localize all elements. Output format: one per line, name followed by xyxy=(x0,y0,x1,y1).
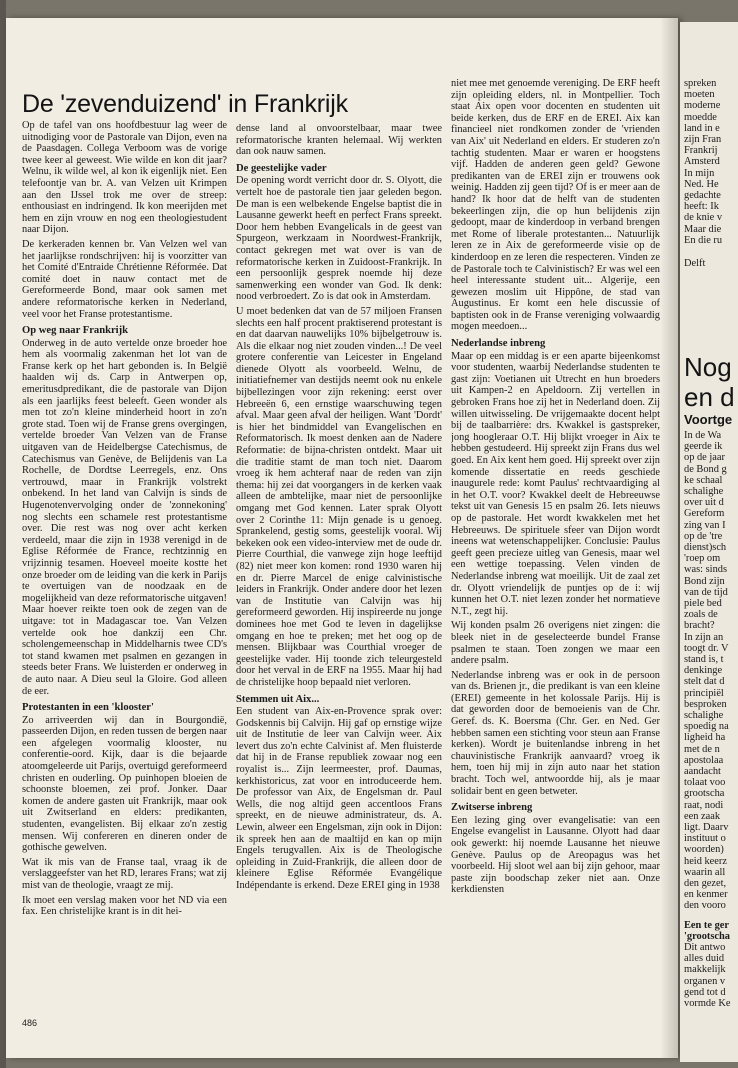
facing-text-line: den vooro xyxy=(684,900,726,912)
facing-text-line: Frankrij xyxy=(684,145,718,157)
facing-text-line: In zijn an xyxy=(684,631,724,643)
facing-page xyxy=(680,22,738,1062)
facing-text-line: In mijn xyxy=(684,167,715,179)
facing-headline xyxy=(684,352,735,412)
facing-text-line: alles duid xyxy=(684,953,725,965)
facing-text-line: over uit d xyxy=(684,497,724,509)
article-paragraph: Wat ik mis van de Franse taal, vraag ik de verslaggeefster van het RD, lerares Frans; wat zij mist van de theologie, vraagt ze mij. xyxy=(22,856,227,891)
facing-text-line: besproken xyxy=(684,698,727,710)
facing-subhead-line: 'grootscha xyxy=(684,930,730,942)
page-number: 486 xyxy=(22,1018,38,1028)
section-heading: Protestanten in een 'klooster' xyxy=(22,702,154,714)
page-gutter-shadow xyxy=(660,18,678,1058)
facing-text-line: denkinge xyxy=(684,665,723,677)
article-paragraph: Zo arriveerden wij dan in Bourgondië, passeerden Dijon, en reden tussen de bergen naar een afgelegen voormalig klooster, nu conferentie-oord. Kijk, daar is die bejaarde atoomgeleerde uit Parijs, overtuigd gereformeerd christen en ouderling. Op puinhopen bloeien de schoonste bloemen, zei prof. Jonker. Daar komen de andere gasten uit Frankrijk, maar ook uit Zwitserland en elders: predikanten, studenten, evangelisten. Bij elkaar zo'n zestig mensen. Wij confereren en dineren onder de gothische gewelven. xyxy=(22,714,227,854)
facing-text-line: land in e xyxy=(684,122,720,134)
article-paragraph: dense land al onvoorstelbaar, maar twee reformatorische kranten helemaal. Wij werkten dan ook nauw samen. xyxy=(236,123,442,158)
facing-text-line: zoals de xyxy=(684,609,718,621)
article-paragraph: De opening wordt verricht door dr. S. Olyott, die vertelt hoe de pastorale tien jaar geleden begon. De man is een welbekende Engelse baptist die in Lausanne gewerkt heeft en perfect Frans spreekt. Door hem hebben Evangelicals in de geest van Spurgeon, werkzaam in Noordwest-Frankrijk, contact gekregen met wat over is van de reformatorische kerken in Zuidoost-Frankrijk. In een persoonlijk gesprek noemde hij deze samenwerking een wonder van God. Ik denk: nood verbroedert. Zo is dat ook in Amsterdam. xyxy=(236,175,442,303)
facing-text-line: heeft: Ik xyxy=(684,201,719,213)
article-title: De 'zevenduizend' in Frankrijk xyxy=(22,90,348,118)
facing-text-line: apostolaa xyxy=(684,754,724,766)
article-column-3 xyxy=(451,78,660,988)
facing-text-line: schalighe xyxy=(684,710,724,721)
facing-text-line: spoedig na xyxy=(684,721,729,733)
facing-text-line: instituut o xyxy=(684,833,726,845)
article-paragraph: Een student van Aix-en-Provence sprak over: Godskennis bij Calvijn. Hij gaf op ernstige wijze uit de Institutie de leer van Calvijn weer. Aix levert dus zo'n echte Calvinist af. Men fluisterde dat hij in de Franse republiek zowaar nog een royalist is... Zijn leermeester, prof. Daumas, kerkhistoricus, zat voor en introduceerde hem. De professor van Aix, de Engelsman dr. Paul Wells, die nog altijd geen accentloos Frans spreekt, en de nieuwe administrateur, ds. A. Lewin, alweer een Engelsman, zijn ook in Dijon: ik spreek hen aan de maaltijd en kan op mijn Engels terugvallen. Aix is de Theologische opleiding in Zuid-Frankrijk, die alleen door de kleinere Eglise Réformée Evangélique Indépendante is erkend. Deze EREI ging in 1938 xyxy=(236,706,442,891)
facing-text-line: organen v xyxy=(684,975,726,987)
facing-text-line: Ned. He xyxy=(684,178,719,190)
facing-text-line: de knie v xyxy=(684,212,723,224)
facing-text-line: En die ru xyxy=(684,234,723,246)
facing-text-line: ke schaal xyxy=(684,474,723,486)
facing-text-line: op de jaar xyxy=(684,452,725,464)
section-heading: Stemmen uit Aix... xyxy=(236,693,320,705)
facing-text-line: stelt dat d xyxy=(684,676,725,688)
facing-text-line: toogt dr. V xyxy=(684,642,729,654)
facing-subhead-line: Een te ger xyxy=(684,919,730,931)
section-heading: Op weg naar Frankrijk xyxy=(22,325,129,337)
facing-text-line: In de Wa xyxy=(684,430,722,441)
facing-text-line: geerde ik xyxy=(684,441,723,453)
section-heading: Zwitserse inbreng xyxy=(451,802,533,814)
facing-text-line: principiël xyxy=(684,687,724,699)
facing-text-line: ligt. Daarv xyxy=(684,822,729,833)
article-paragraph: U moet bedenken dat van de 57 miljoen Fransen slechts een half procent praktiserend protestant is en dat daarvan nauwelijks 10% bijbelgetrouw is. Als die elkaar nog niet zouden vinden...! De veel grotere conferentie van Leicester in Engeland dienede Olyott als voorbeeld. Welnu, de initiatiefnemer van destijds neemt ook nu enkele bijbellezingen voor zijn rekening: eerst over Hebreeën 6, een ernstige waarschuwing tegen afval. Maar geen afval der heiligen. Want 'Dordt' is hier het bindmiddel van Evangelischen en Reformatorisch. Ik moest denken aan de Nadere Reformatie: de bijna-christen ontdekt. Maar uit die traditie stamt de man toch niet. Daarom vroeg ik hem achteraf naar de reden van zijn thema: hij zei dat voorgangers in de kerken vaak alleen de ambtelijke, maar niet de persoonlijke omgang met God kennen. Later sprak Olyott over 2 Corinthe 11: Mijn genade is u genoeg. Sprankelend, gestig soms, geestelijk vooral. Wij bekeken ook een video-interview met de oude dr. Pierre Courthial, die vanwege zijn hoge leeftijd (82) niet meer kon komen: rond 1930 waren hij en dr. Pierre Marcel de enige calvinistische leiders in Frankrijk. Onder andere door het lezen van de Institutie van Calvijn was hij gereformeerd geworden. Hij inspireerde nu jonge dominees hoe met God te leven in dagelijkse omgang en hoe te preken; met het oog op de mensen. Blijkbaar was Courthial vroeger de geestelijke vader. Hij toonde zich teleurgesteld door het verval in de ERF na 1955. Maar hij had de christelijke hoop bepaald niet verloren. xyxy=(236,305,442,688)
section-heading: De geestelijke vader xyxy=(236,162,327,174)
article-paragraph: Nederlandse inbreng was er ook in de persoon van ds. Brienen jr., die predikant is van een kleine (EREI) gemeente in het kolossale Parijs. Hij is dat geworden door de bemoeienis van de Chr. Geref. ds. K. Boersma (Chr. Ger. en Ned. Ger hebben samen een stichting voor steun aan Franse kerken). Wordt je buitenlandse inbreng in het chauvinistische Frankrijk aanvaard? vroeg ik hem, toen hij mij in zijn auto naar het station bracht. Toch wel, antwoordde hij, als je maar solidair bent en geen betweter. xyxy=(451,669,660,797)
facing-text-line: vormde Ke xyxy=(684,998,731,1009)
facing-text-line: woorden) xyxy=(684,844,724,856)
facing-text-line: ligheid ha xyxy=(684,732,726,744)
facing-text-line: tolaat voo xyxy=(684,777,726,789)
facing-text-line: raat, nodi xyxy=(684,799,724,811)
facing-text-line: Maar die xyxy=(684,223,722,235)
section-heading: Nederlandse inbreng xyxy=(451,338,546,350)
facing-text-line: en kenmer xyxy=(684,889,728,901)
facing-text-line: moeten xyxy=(684,89,715,101)
facing-text-line: moedde xyxy=(684,111,717,123)
article-paragraph: Op de tafel van ons hoofdbestuur lag weer de uitnodiging voor de Pastorale van Dijon, even na de Paasdagen. Collega Verboom was de vorige twee keer al geweest. Wie wilde en kon dit jaar? Welnu, ik wilde wel, al kon ik eigenlijk niet. Een telefoontje van br. A. van Velzen uit Krimpen aan den IJssel trok me over de streep: enthousiast en indringend. Ik kon meerijden met hem en zijn vrouw en nog een theologiestudent naar Dijon. xyxy=(22,120,227,236)
facing-text-line: zing van I xyxy=(684,519,726,531)
facing-text-line: van de tijd xyxy=(684,586,728,598)
facing-text-line: de Bond g xyxy=(684,463,727,475)
facing-text-line: makkelijk xyxy=(684,964,726,976)
facing-text-line: stand is, t xyxy=(684,654,724,665)
facing-text-line: piele bed xyxy=(684,598,722,609)
facing-text-line: heid keerz xyxy=(684,855,727,867)
facing-text-line: een zaak xyxy=(684,810,721,822)
article-paragraph: Maar op een middag is er een aparte bijeenkomst voor studenten, waarbij Nederlandse studenten te gast zijn: Voetianen uit Utrecht en hun broeders uit Kampen-2 en Apeldoorn. Zij vertellen in gebroken Frans hoe zij het in Nederland doen. Zij willen uitwisseling. De vrijgemaakte docent helpt bij de taalbarrière: drs. Kwakkel is gastspreker, jong hoogleraar O.T. Hij blijkt vroeger in Aix te hebben gestudeerd. Hij spreekt zijn Frans dus wel goed. En Aix kent hem goed. Hij spreekt over zijn komende dissertatie en reeds geschiede inaugurele rede: komt Paulus' rechtvaardiging al in het O.T. voor? Kwakkel deelt de Hebreeuwse tekst uit van Genesis 15 en psalm 26. Iets nieuws op de pastorale. Het wordt kwakkelen met het Hebreeuws. De spirituele sfeer van Dijon wordt ineens wat wetenschappelijker. Conclusie: Paulus geeft geen precieze uitleg van Genesis, maar wel een wettige toepassing. Velen vinden de Nederlandse inbreng wat moeilijk. Uit de zaal zet dr. Olyott vriendelijk de puntjes op de i: wij kunnen het O.T. niet lezen zonder het normatieve N.T., zegt hij. xyxy=(451,350,660,617)
article-paragraph: Een lezing ging over evangelisatie: van een Engelse evangelist in Lausanne. Olyott had daar ook gewerkt: hij noemde Lausanne het nieuwe Genève. Paulus op de Areopagus was het voorbeeld. Hij sloot wel aan bij zijn gehoor, maar paste zijn boodschap zeker niet aan. Onze kerkdiensten xyxy=(451,814,660,896)
facing-text-line: waarin all xyxy=(684,866,726,878)
facing-text-line: spreken xyxy=(684,78,717,89)
facing-headline-line: en d xyxy=(684,382,735,412)
facing-text-line: was: sinds xyxy=(684,564,728,576)
facing-text-line: grootscha xyxy=(684,788,725,800)
facing-text-line: den gezet, xyxy=(684,878,727,889)
facing-subhead: Voortge xyxy=(684,412,733,427)
facing-text-line: aandacht xyxy=(684,766,721,777)
article-column-1 xyxy=(22,120,227,1030)
facing-text-line: zijn Fran xyxy=(684,134,722,145)
facing-text-line: moderne xyxy=(684,100,721,112)
article-paragraph: Wij konden psalm 26 overigens niet zingen: die bleek niet in de geselecteerde bundel Franse psalmen te staan. Toen zongen we maar een andere psalm. xyxy=(451,620,660,667)
facing-signature: Delft xyxy=(684,258,706,269)
facing-text-line: Gereform xyxy=(684,508,725,520)
facing-text-line: Dit antwo xyxy=(684,942,726,953)
facing-text-line: met de n xyxy=(684,743,720,755)
facing-text-line: gend tot d xyxy=(684,986,726,998)
article-paragraph: Onderweg in de auto vertelde onze broeder hoe hem als voormalig zakenman het lot van de Franse kerk op het hart gebonden is. In België haalden wij ds. Carp in Antwerpen op, emeritusdpredikant, die de pastorale van Dijon als een jaarlijks feest beleeft. Geen wonder als men tot zo'n kleine minderheid hoort in zo'n grote stad. Toen wij de Franse grens overgingen, vertelde broeder Van Velzen van de Franse uitgaven van de Heidelbergse Catechismus, de Catechismus van Genève, de Belijdenis van La Rochelle, de Dordtse Leerregels, enz. Ons vertrouwd, maar in Frankrijk volstrekt onbekend. In het land van Calvijn is sinds de Hugenotenvervolging onder de 'zonnekoning' nog slechts een schamele rest protestantisme over. Die rest was nog over acht kerken verdeeld, maar die zijn in 1938 verenigd in de Eglise Réformée de France, rechtzinnig en vrijzinnig tesamen. Hoeveel moeite kostte het onze broeder om de leiding van die kerk in Parijs te overtuigen van de noodzaak en de mogelijkheid van deze reformatorische uitgaven! Maar hoever reikte toen ook de zegen van de uitgave: tot in Madagascar toe. Van Velzen vertelde ook hoe dankzij een Chr. scholengemeenschap in Middelharnis twee CD's tot stand kwamen met psalmen en gezangen in steeds beter Frans. We luisterden er onderweg in de auto naar. A Dieu seul la Gloire. God alleen de eer. xyxy=(22,337,227,697)
facing-text-line: bracht? xyxy=(684,620,715,632)
article-paragraph: niet mee met genoemde vereniging. De ERF heeft zijn opleiding elders, nl. in Montpellier. Toch staat Aix open voor docenten en studenten uit beide kerken, dus de ERF en de EREI. Aix kan financieel niet rondkomen zonder de 'vrienden van Aix' uit Nederland en elders. Er studeren zo'n tachtig studenten. Maar er waren er hoogstens vijf. Hadden de anderen geen geld? Gewone predikanten van de EREI zijn er trouwens ook weinig. Hadden zij geen tijd? Of is er meer aan de hand? Ik hoor dat de helft van de studenten bekeerlingen zijn, die op hun belijdenis zijn gedoopt, maar de kinderdoop in verband brengen met Rome of liberale protestanten... Natuurlijk leren ze in Aix de gereformeerde visie op de kinderdoop en ze leren die respecteren. Vinden ze de Pastorale toch te Calvinistisch? Er was wel een heel interessante student uit... Algerije, een gewezen moslim uit Hippône, de stad van Augustinus. Er komt een hele discussie of baptisten ook in de Franse vereniging volwaardig mogen meedoen... xyxy=(451,78,660,333)
facing-text-line: op de 'tre xyxy=(684,530,723,542)
facing-text-line: schalighe xyxy=(684,486,724,497)
article-paragraph: De kerkeraden kennen br. Van Velzen wel van het jaarlijkse rondschrijven: hij is voorzitter van het Comité d'Entraide Chrétienne Réformée. Dat comité doet in nauw contact met de Gereformeerde Bond, maar ook samen met andere reformatorische kerken in Nederland, veel voor het Franse protestantisme. xyxy=(22,238,227,320)
facing-text-line: Amsterd xyxy=(684,156,720,168)
article-column-2 xyxy=(236,123,442,1033)
facing-text-line: Bond zijn xyxy=(684,575,725,587)
article-paragraph: Ik moet een verslag maken voor het ND via een fax. Een christelijke krant is in dit hei- xyxy=(22,894,227,918)
facing-text-line: dienst)sch xyxy=(684,542,727,553)
facing-text-line: 'roep om xyxy=(684,553,721,565)
facing-headline-line: Nog xyxy=(684,352,732,382)
facing-text-line: gedachte xyxy=(684,190,721,201)
